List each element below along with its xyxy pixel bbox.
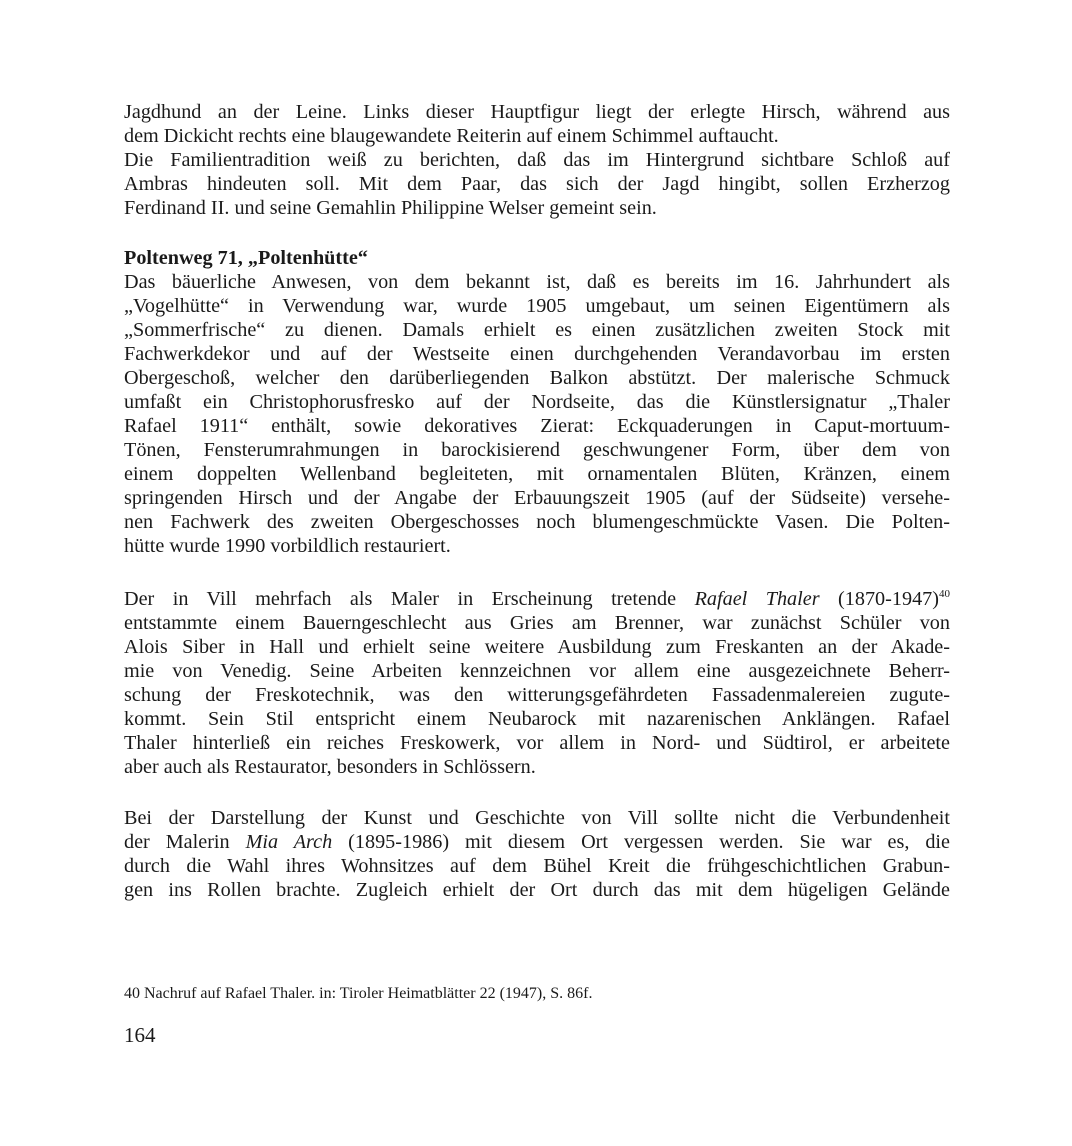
text-line: Bei der Darstellung der Kunst und Geschichte von Vill sollte nicht die Verbundenheit — [124, 807, 950, 829]
text-line: Die Familientradition weiß zu berichten, daß das im Hintergrund sichtbare Schloß auf — [124, 149, 950, 171]
text-line: hütte wurde 1990 vorbildlich restauriert. — [124, 535, 451, 557]
text-line: Tönen, Fensterumrahmungen in barockisierend geschwungener Form, über dem von — [124, 439, 950, 461]
text-line: Obergeschoß, welcher den darüberliegenden Balkon abstützt. Der malerische Schmuck — [124, 367, 950, 389]
text-line: schung der Freskotechnik, was den witterungsgefährdeten Fassadenmalereien zugute- — [124, 684, 950, 706]
text-segment: der Malerin — [124, 831, 246, 853]
text-line: dem Dickicht rechts eine blaugewandete Reiterin auf einem Schimmel auftaucht. — [124, 125, 779, 147]
section-heading: Poltenweg 71, „Poltenhütte“ — [124, 247, 368, 269]
text-segment: (1895-1986) mit diesem Ort vergessen werden. Sie war es, die — [332, 831, 950, 853]
text-line: Ferdinand II. und seine Gemahlin Philippine Welser gemeint sein. — [124, 197, 657, 219]
text-line: nen Fachwerk des zweiten Obergeschosses noch blumengeschmückte Vasen. Die Polten- — [124, 511, 950, 533]
text-line: Thaler hinterließ ein reiches Freskowerk, vor allem in Nord- und Südtirol, er arbeitete — [124, 732, 950, 754]
paragraph-hunt-scene — [124, 100, 950, 220]
section-poltenhuette — [124, 246, 950, 558]
artist-name: Rafael Thaler — [694, 588, 820, 610]
footnote: 40 Nachruf auf Rafael Thaler. in: Tiroler Heimatblätter 22 (1947), S. 86f. — [124, 985, 593, 1002]
text-line: durch die Wahl ihres Wohnsitzes auf dem Bühel Kreit die frühgeschichtlichen Grabun- — [124, 855, 950, 877]
text-line — [124, 830, 950, 854]
text-line: einem doppelten Wellenband begleiteten, mit ornamentalen Blüten, Kränzen, einem — [124, 463, 950, 485]
footnote-reference: 40 — [938, 588, 950, 600]
text-line: „Sommerfrische“ zu dienen. Damals erhielt es einen zusätzlichen zweiten Stock mit — [124, 319, 950, 341]
text-line: Fachwerkdekor und auf der Westseite einen durchgehenden Verandavorbau im ersten — [124, 343, 950, 365]
page-number: 164 — [124, 1023, 156, 1047]
text-line: Jagdhund an der Leine. Links dieser Hauptfigur liegt der erlegte Hirsch, während aus — [124, 101, 950, 123]
text-line: umfaßt ein Christophorusfresko auf der Nordseite, das die Künstlersignatur „Thaler — [124, 391, 950, 413]
text-line: Ambras hindeuten soll. Mit dem Paar, das sich der Jagd hingibt, sollen Erzherzog — [124, 173, 950, 195]
text-line: Rafael 1911“ enthält, sowie dekoratives Zierat: Eckquaderungen in Caput-mortuum- — [124, 415, 950, 437]
paragraph-rafael-thaler — [124, 587, 950, 779]
text-line: mie von Venedig. Seine Arbeiten kennzeichnen vor allem eine ausgezeichnete Beherr- — [124, 660, 950, 682]
text-line: „Vogelhütte“ in Verwendung war, wurde 1905 umgebaut, um seinen Eigentümern als — [124, 295, 950, 317]
text-line: gen ins Rollen brachte. Zugleich erhielt der Ort durch das mit dem hügeligen Gelände — [124, 879, 950, 901]
text-line — [124, 587, 950, 611]
text-line: aber auch als Restaurator, besonders in Schlössern. — [124, 756, 536, 778]
text-line: entstammte einem Bauerngeschlecht aus Gries am Brenner, war zunächst Schüler von — [124, 612, 950, 634]
text-segment: Der in Vill mehrfach als Maler in Erscheinung tretende — [124, 588, 695, 610]
text-line: springenden Hirsch und der Angabe der Erbauungszeit 1905 (auf der Südseite) versehe- — [124, 487, 950, 509]
text-segment: (1870-1947) — [819, 588, 939, 610]
text-line: Alois Siber in Hall und erhielt seine weitere Ausbildung zum Freskanten an der Akade- — [124, 636, 950, 658]
text-line: Das bäuerliche Anwesen, von dem bekannt ist, daß es bereits im 16. Jahrhundert als — [124, 271, 950, 293]
artist-name: Mia Arch — [245, 831, 333, 853]
text-line: kommt. Sein Stil entspricht einem Neubarock mit nazarenischen Anklängen. Rafael — [124, 708, 950, 730]
paragraph-mia-arch — [124, 806, 950, 902]
